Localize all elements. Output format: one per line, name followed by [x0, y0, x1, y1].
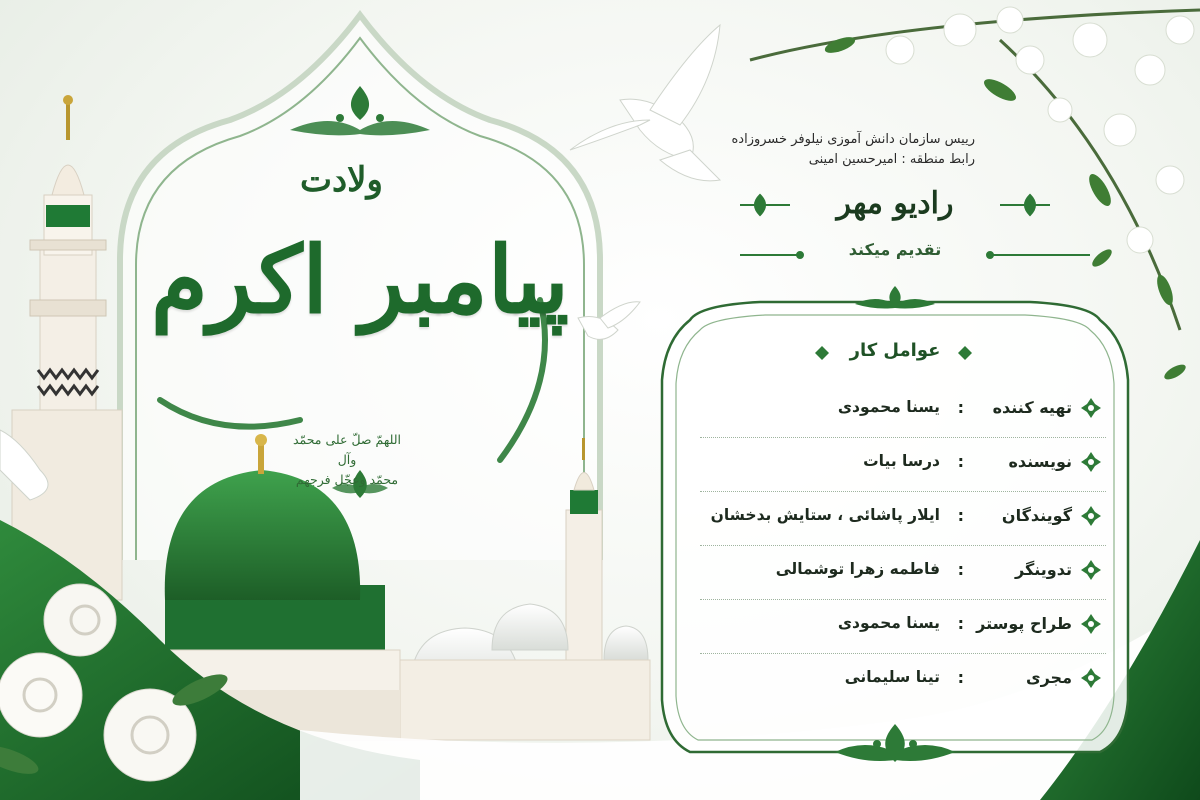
main-title: پیامبر اکرم	[150, 226, 570, 334]
credit-line-1: رییس سازمان دانش آموزی نیلوفر خسروزاده	[731, 132, 975, 147]
role-value: ایلار پاشائی ، ستایش بدخشان	[710, 506, 940, 524]
white-domes	[380, 604, 650, 740]
role-separator: :	[957, 398, 964, 417]
ornament-icon	[1080, 559, 1102, 581]
list-item	[700, 492, 1106, 546]
role-separator: :	[957, 452, 964, 471]
role-label: گویندگان	[1001, 506, 1072, 525]
role-separator: :	[957, 614, 964, 633]
role-label: تهیه کننده	[992, 398, 1072, 417]
ornament-icon	[1080, 613, 1102, 635]
list-item	[700, 600, 1106, 654]
list-item	[700, 438, 1106, 492]
arch-small-title: ولادت	[300, 160, 383, 200]
role-value: فاطمه زهرا توشمالی	[775, 560, 940, 578]
left-minaret	[12, 95, 122, 600]
role-label: مجری	[1025, 668, 1072, 687]
roles-list	[700, 384, 1106, 708]
ornament-icon	[1080, 397, 1102, 419]
role-value: یسنا محمودی	[837, 398, 940, 416]
ornament-icon	[1080, 505, 1102, 527]
panel-heading: عوامل کار	[849, 340, 941, 361]
list-item	[700, 654, 1106, 708]
role-separator: :	[957, 560, 964, 579]
role-value: تینا سلیمانی	[844, 668, 940, 686]
ornament-icon	[1080, 451, 1102, 473]
role-label: تدوینگر	[1015, 560, 1072, 579]
prayer-line-1: اللهمّ صلّ علی محمّد وآل	[292, 432, 402, 467]
list-item	[700, 384, 1106, 438]
role-label: طراح پوستر	[976, 614, 1072, 633]
prayer-line-2: محمّد وعجّل فرجهم	[295, 472, 399, 487]
role-value: درسا بیات	[863, 452, 940, 470]
ornament-icon	[1080, 667, 1102, 689]
prayer-text	[282, 430, 412, 490]
role-separator: :	[957, 506, 964, 525]
role-value: یسنا محمودی	[837, 614, 940, 632]
role-label: نویسنده	[1008, 452, 1072, 471]
radio-title: رادیو مهر	[836, 186, 954, 221]
role-separator: :	[957, 668, 964, 687]
presents-text: تقدیم میکند	[848, 240, 942, 259]
credit-line-2: رابط منطقه : امیرحسین امینی	[808, 152, 975, 167]
list-item	[700, 546, 1106, 600]
